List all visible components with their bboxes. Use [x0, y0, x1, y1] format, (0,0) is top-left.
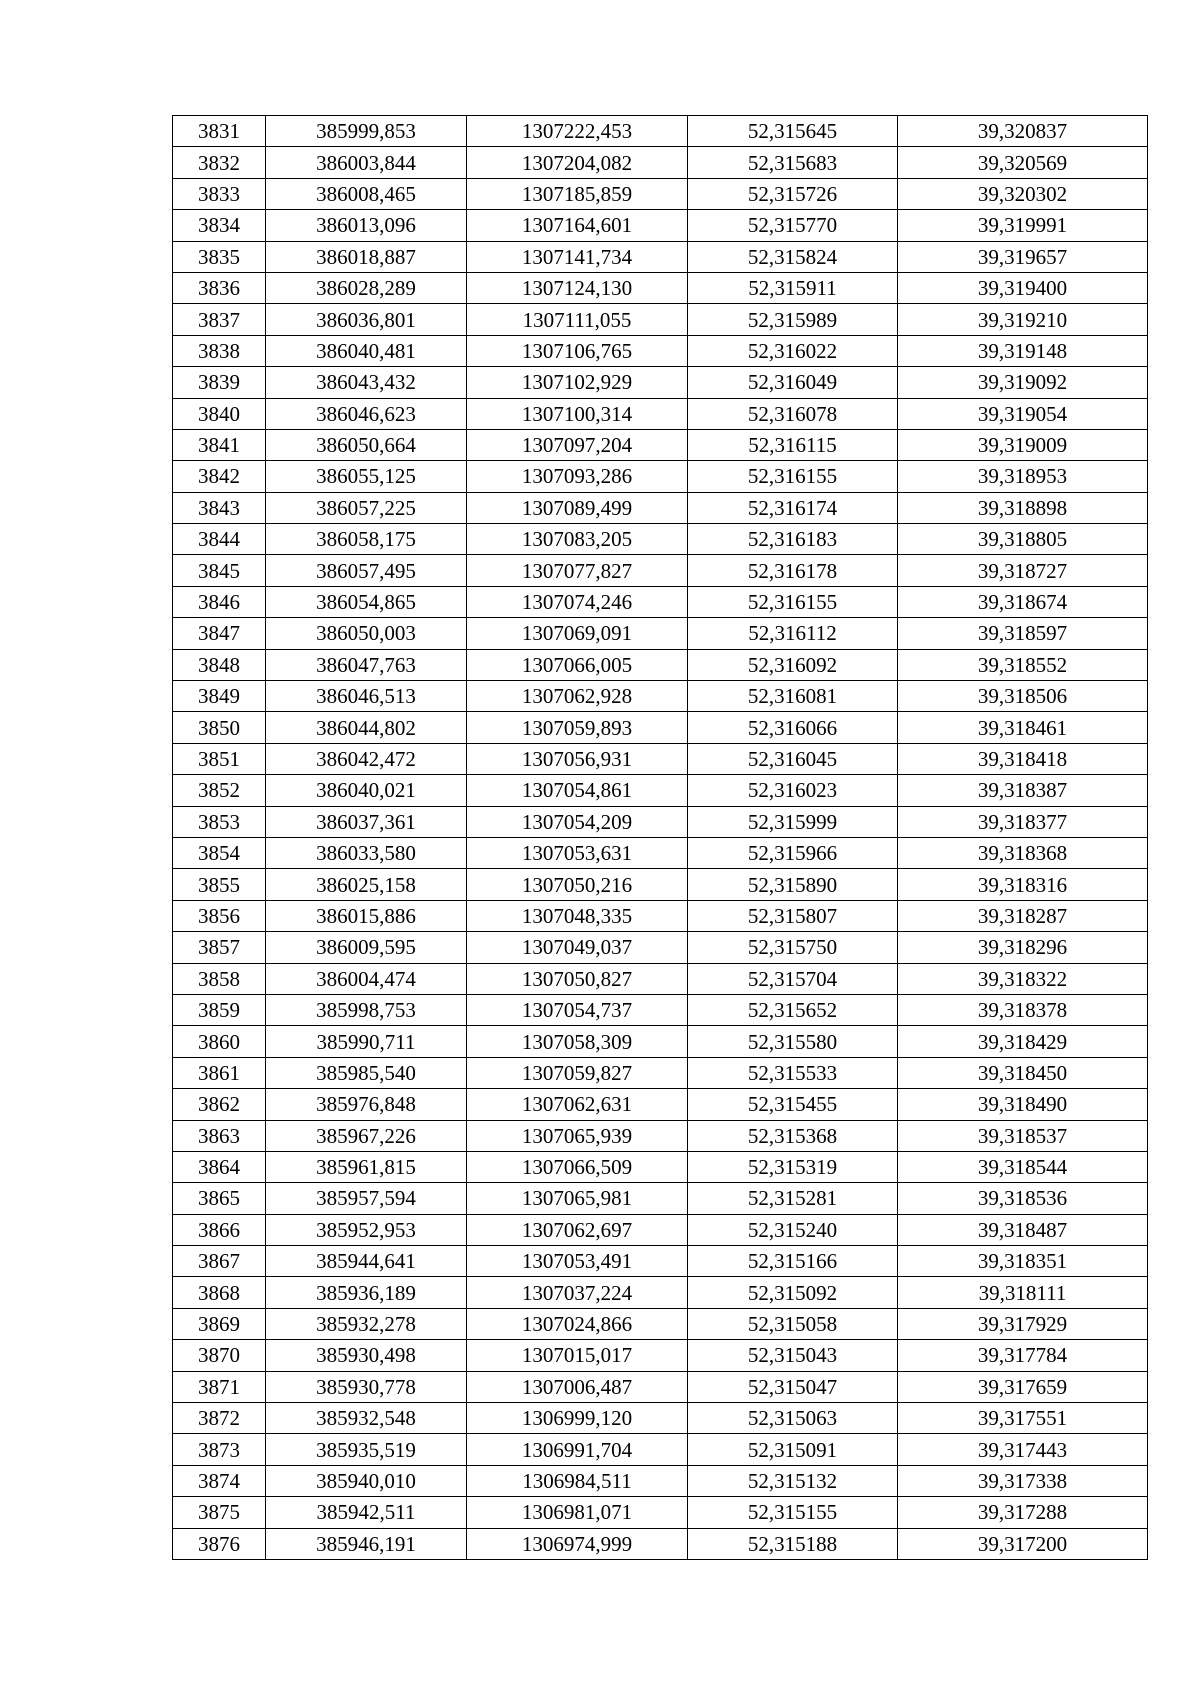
- latitude-cell: 52,315807: [688, 900, 898, 931]
- x-coordinate-cell: 386013,096: [266, 210, 467, 241]
- x-coordinate-cell: 386018,887: [266, 241, 467, 272]
- longitude-cell: 39,317551: [898, 1403, 1148, 1434]
- point-number-cell: 3853: [173, 806, 266, 837]
- latitude-cell: 52,315911: [688, 272, 898, 303]
- point-number-cell: 3851: [173, 743, 266, 774]
- x-coordinate-cell: 386036,801: [266, 304, 467, 335]
- y-coordinate-cell: 1307141,734: [467, 241, 688, 272]
- table-row: [173, 1434, 1148, 1465]
- x-coordinate-cell: 386015,886: [266, 900, 467, 931]
- longitude-cell: 39,317288: [898, 1497, 1148, 1528]
- y-coordinate-cell: 1307059,827: [467, 1057, 688, 1088]
- table-row: [173, 743, 1148, 774]
- latitude-cell: 52,315281: [688, 1183, 898, 1214]
- y-coordinate-cell: 1307056,931: [467, 743, 688, 774]
- table-row: [173, 1277, 1148, 1308]
- y-coordinate-cell: 1307049,037: [467, 932, 688, 963]
- latitude-cell: 52,315683: [688, 147, 898, 178]
- longitude-cell: 39,317338: [898, 1465, 1148, 1496]
- latitude-cell: 52,316178: [688, 555, 898, 586]
- latitude-cell: 52,315058: [688, 1308, 898, 1339]
- x-coordinate-cell: 386037,361: [266, 806, 467, 837]
- table-row: [173, 335, 1148, 366]
- y-coordinate-cell: 1307058,309: [467, 1026, 688, 1057]
- point-number-cell: 3862: [173, 1089, 266, 1120]
- table-row: [173, 869, 1148, 900]
- longitude-cell: 39,317929: [898, 1308, 1148, 1339]
- latitude-cell: 52,315890: [688, 869, 898, 900]
- table-row: [173, 1403, 1148, 1434]
- x-coordinate-cell: 385952,953: [266, 1214, 467, 1245]
- point-number-cell: 3871: [173, 1371, 266, 1402]
- latitude-cell: 52,316081: [688, 681, 898, 712]
- table-row: [173, 1308, 1148, 1339]
- latitude-cell: 52,315726: [688, 178, 898, 209]
- y-coordinate-cell: 1307065,939: [467, 1120, 688, 1151]
- point-number-cell: 3873: [173, 1434, 266, 1465]
- table-row: [173, 429, 1148, 460]
- x-coordinate-cell: 386058,175: [266, 524, 467, 555]
- longitude-cell: 39,318378: [898, 994, 1148, 1025]
- point-number-cell: 3831: [173, 116, 266, 147]
- point-number-cell: 3874: [173, 1465, 266, 1496]
- coordinates-table-body: [173, 116, 1148, 1560]
- point-number-cell: 3859: [173, 994, 266, 1025]
- point-number-cell: 3845: [173, 555, 266, 586]
- longitude-cell: 39,317200: [898, 1528, 1148, 1559]
- x-coordinate-cell: 386050,003: [266, 618, 467, 649]
- x-coordinate-cell: 385942,511: [266, 1497, 467, 1528]
- y-coordinate-cell: 1306984,511: [467, 1465, 688, 1496]
- x-coordinate-cell: 385985,540: [266, 1057, 467, 1088]
- longitude-cell: 39,319210: [898, 304, 1148, 335]
- y-coordinate-cell: 1307100,314: [467, 398, 688, 429]
- latitude-cell: 52,315824: [688, 241, 898, 272]
- longitude-cell: 39,318898: [898, 492, 1148, 523]
- latitude-cell: 52,315166: [688, 1246, 898, 1277]
- x-coordinate-cell: 385976,848: [266, 1089, 467, 1120]
- latitude-cell: 52,315533: [688, 1057, 898, 1088]
- longitude-cell: 39,319991: [898, 210, 1148, 241]
- latitude-cell: 52,316023: [688, 775, 898, 806]
- x-coordinate-cell: 386004,474: [266, 963, 467, 994]
- longitude-cell: 39,318727: [898, 555, 1148, 586]
- y-coordinate-cell: 1307053,631: [467, 837, 688, 868]
- table-row: [173, 837, 1148, 868]
- table-row: [173, 649, 1148, 680]
- longitude-cell: 39,318418: [898, 743, 1148, 774]
- x-coordinate-cell: 385946,191: [266, 1528, 467, 1559]
- longitude-cell: 39,319148: [898, 335, 1148, 366]
- x-coordinate-cell: 386008,465: [266, 178, 467, 209]
- y-coordinate-cell: 1306991,704: [467, 1434, 688, 1465]
- point-number-cell: 3872: [173, 1403, 266, 1434]
- point-number-cell: 3835: [173, 241, 266, 272]
- point-number-cell: 3860: [173, 1026, 266, 1057]
- longitude-cell: 39,319657: [898, 241, 1148, 272]
- table-row: [173, 900, 1148, 931]
- x-coordinate-cell: 385935,519: [266, 1434, 467, 1465]
- point-number-cell: 3869: [173, 1308, 266, 1339]
- x-coordinate-cell: 386055,125: [266, 461, 467, 492]
- point-number-cell: 3838: [173, 335, 266, 366]
- point-number-cell: 3854: [173, 837, 266, 868]
- table-row: [173, 1120, 1148, 1151]
- longitude-cell: 39,318450: [898, 1057, 1148, 1088]
- latitude-cell: 52,316155: [688, 586, 898, 617]
- y-coordinate-cell: 1307050,216: [467, 869, 688, 900]
- table-row: [173, 806, 1148, 837]
- y-coordinate-cell: 1307059,893: [467, 712, 688, 743]
- table-row: [173, 1183, 1148, 1214]
- y-coordinate-cell: 1306999,120: [467, 1403, 688, 1434]
- table-row: [173, 1214, 1148, 1245]
- point-number-cell: 3852: [173, 775, 266, 806]
- point-number-cell: 3843: [173, 492, 266, 523]
- table-row: [173, 586, 1148, 617]
- y-coordinate-cell: 1307066,005: [467, 649, 688, 680]
- y-coordinate-cell: 1307106,765: [467, 335, 688, 366]
- point-number-cell: 3876: [173, 1528, 266, 1559]
- longitude-cell: 39,318368: [898, 837, 1148, 868]
- longitude-cell: 39,318506: [898, 681, 1148, 712]
- latitude-cell: 52,316066: [688, 712, 898, 743]
- table-row: [173, 1465, 1148, 1496]
- latitude-cell: 52,315999: [688, 806, 898, 837]
- longitude-cell: 39,319054: [898, 398, 1148, 429]
- longitude-cell: 39,318287: [898, 900, 1148, 931]
- x-coordinate-cell: 385999,853: [266, 116, 467, 147]
- latitude-cell: 52,315770: [688, 210, 898, 241]
- y-coordinate-cell: 1307048,335: [467, 900, 688, 931]
- y-coordinate-cell: 1307024,866: [467, 1308, 688, 1339]
- longitude-cell: 39,318537: [898, 1120, 1148, 1151]
- y-coordinate-cell: 1307074,246: [467, 586, 688, 617]
- y-coordinate-cell: 1307054,209: [467, 806, 688, 837]
- longitude-cell: 39,318429: [898, 1026, 1148, 1057]
- y-coordinate-cell: 1307164,601: [467, 210, 688, 241]
- table-row: [173, 1151, 1148, 1182]
- latitude-cell: 52,315966: [688, 837, 898, 868]
- point-number-cell: 3870: [173, 1340, 266, 1371]
- longitude-cell: 39,319009: [898, 429, 1148, 460]
- x-coordinate-cell: 386046,623: [266, 398, 467, 429]
- latitude-cell: 52,315043: [688, 1340, 898, 1371]
- latitude-cell: 52,315368: [688, 1120, 898, 1151]
- table-row: [173, 367, 1148, 398]
- table-row: [173, 618, 1148, 649]
- table-row: [173, 147, 1148, 178]
- point-number-cell: 3848: [173, 649, 266, 680]
- longitude-cell: 39,318351: [898, 1246, 1148, 1277]
- x-coordinate-cell: 386028,289: [266, 272, 467, 303]
- y-coordinate-cell: 1307089,499: [467, 492, 688, 523]
- table-row: [173, 1340, 1148, 1371]
- y-coordinate-cell: 1307102,929: [467, 367, 688, 398]
- longitude-cell: 39,317659: [898, 1371, 1148, 1402]
- latitude-cell: 52,316115: [688, 429, 898, 460]
- y-coordinate-cell: 1307037,224: [467, 1277, 688, 1308]
- latitude-cell: 52,315188: [688, 1528, 898, 1559]
- latitude-cell: 52,316174: [688, 492, 898, 523]
- table-row: [173, 524, 1148, 555]
- table-row: [173, 210, 1148, 241]
- table-row: [173, 1026, 1148, 1057]
- y-coordinate-cell: 1307054,737: [467, 994, 688, 1025]
- table-row: [173, 1089, 1148, 1120]
- point-number-cell: 3863: [173, 1120, 266, 1151]
- longitude-cell: 39,318322: [898, 963, 1148, 994]
- y-coordinate-cell: 1307093,286: [467, 461, 688, 492]
- y-coordinate-cell: 1307222,453: [467, 116, 688, 147]
- table-row: [173, 932, 1148, 963]
- longitude-cell: 39,317443: [898, 1434, 1148, 1465]
- point-number-cell: 3861: [173, 1057, 266, 1088]
- y-coordinate-cell: 1307185,859: [467, 178, 688, 209]
- point-number-cell: 3867: [173, 1246, 266, 1277]
- latitude-cell: 52,315092: [688, 1277, 898, 1308]
- latitude-cell: 52,315091: [688, 1434, 898, 1465]
- y-coordinate-cell: 1307069,091: [467, 618, 688, 649]
- x-coordinate-cell: 385930,498: [266, 1340, 467, 1371]
- longitude-cell: 39,318490: [898, 1089, 1148, 1120]
- x-coordinate-cell: 386033,580: [266, 837, 467, 868]
- latitude-cell: 52,315989: [688, 304, 898, 335]
- table-row: [173, 712, 1148, 743]
- longitude-cell: 39,320302: [898, 178, 1148, 209]
- point-number-cell: 3850: [173, 712, 266, 743]
- latitude-cell: 52,315047: [688, 1371, 898, 1402]
- latitude-cell: 52,316078: [688, 398, 898, 429]
- x-coordinate-cell: 385932,548: [266, 1403, 467, 1434]
- latitude-cell: 52,316183: [688, 524, 898, 555]
- y-coordinate-cell: 1307062,928: [467, 681, 688, 712]
- point-number-cell: 3837: [173, 304, 266, 335]
- y-coordinate-cell: 1306981,071: [467, 1497, 688, 1528]
- table-row: [173, 398, 1148, 429]
- longitude-cell: 39,317784: [898, 1340, 1148, 1371]
- latitude-cell: 52,316049: [688, 367, 898, 398]
- longitude-cell: 39,318296: [898, 932, 1148, 963]
- longitude-cell: 39,318597: [898, 618, 1148, 649]
- table-row: [173, 1246, 1148, 1277]
- point-number-cell: 3833: [173, 178, 266, 209]
- y-coordinate-cell: 1307097,204: [467, 429, 688, 460]
- latitude-cell: 52,315319: [688, 1151, 898, 1182]
- longitude-cell: 39,318536: [898, 1183, 1148, 1214]
- x-coordinate-cell: 386003,844: [266, 147, 467, 178]
- x-coordinate-cell: 385957,594: [266, 1183, 467, 1214]
- x-coordinate-cell: 386043,432: [266, 367, 467, 398]
- x-coordinate-cell: 386044,802: [266, 712, 467, 743]
- table-row: [173, 1497, 1148, 1528]
- x-coordinate-cell: 385932,278: [266, 1308, 467, 1339]
- point-number-cell: 3858: [173, 963, 266, 994]
- longitude-cell: 39,319092: [898, 367, 1148, 398]
- x-coordinate-cell: 386009,595: [266, 932, 467, 963]
- table-row: [173, 1057, 1148, 1088]
- y-coordinate-cell: 1307111,055: [467, 304, 688, 335]
- point-number-cell: 3844: [173, 524, 266, 555]
- y-coordinate-cell: 1307083,205: [467, 524, 688, 555]
- latitude-cell: 52,316022: [688, 335, 898, 366]
- x-coordinate-cell: 385936,189: [266, 1277, 467, 1308]
- table-row: [173, 241, 1148, 272]
- table-row: [173, 178, 1148, 209]
- x-coordinate-cell: 385967,226: [266, 1120, 467, 1151]
- point-number-cell: 3836: [173, 272, 266, 303]
- x-coordinate-cell: 386047,763: [266, 649, 467, 680]
- longitude-cell: 39,318487: [898, 1214, 1148, 1245]
- point-number-cell: 3875: [173, 1497, 266, 1528]
- x-coordinate-cell: 386050,664: [266, 429, 467, 460]
- point-number-cell: 3864: [173, 1151, 266, 1182]
- y-coordinate-cell: 1307062,631: [467, 1089, 688, 1120]
- latitude-cell: 52,315652: [688, 994, 898, 1025]
- table-row: [173, 1528, 1148, 1559]
- point-number-cell: 3868: [173, 1277, 266, 1308]
- latitude-cell: 52,315455: [688, 1089, 898, 1120]
- x-coordinate-cell: 385990,711: [266, 1026, 467, 1057]
- longitude-cell: 39,318674: [898, 586, 1148, 617]
- latitude-cell: 52,315750: [688, 932, 898, 963]
- point-number-cell: 3847: [173, 618, 266, 649]
- point-number-cell: 3841: [173, 429, 266, 460]
- longitude-cell: 39,318461: [898, 712, 1148, 743]
- point-number-cell: 3865: [173, 1183, 266, 1214]
- longitude-cell: 39,318544: [898, 1151, 1148, 1182]
- x-coordinate-cell: 385961,815: [266, 1151, 467, 1182]
- x-coordinate-cell: 385944,641: [266, 1246, 467, 1277]
- latitude-cell: 52,315240: [688, 1214, 898, 1245]
- table-row: [173, 492, 1148, 523]
- y-coordinate-cell: 1307204,082: [467, 147, 688, 178]
- point-number-cell: 3834: [173, 210, 266, 241]
- table-row: [173, 681, 1148, 712]
- table-row: [173, 461, 1148, 492]
- table-row: [173, 775, 1148, 806]
- point-number-cell: 3842: [173, 461, 266, 492]
- x-coordinate-cell: 386054,865: [266, 586, 467, 617]
- point-number-cell: 3855: [173, 869, 266, 900]
- longitude-cell: 39,318387: [898, 775, 1148, 806]
- table-row: [173, 1371, 1148, 1402]
- y-coordinate-cell: 1307065,981: [467, 1183, 688, 1214]
- table-row: [173, 116, 1148, 147]
- y-coordinate-cell: 1307062,697: [467, 1214, 688, 1245]
- point-number-cell: 3856: [173, 900, 266, 931]
- longitude-cell: 39,318377: [898, 806, 1148, 837]
- longitude-cell: 39,318552: [898, 649, 1148, 680]
- x-coordinate-cell: 385940,010: [266, 1465, 467, 1496]
- y-coordinate-cell: 1307124,130: [467, 272, 688, 303]
- point-number-cell: 3832: [173, 147, 266, 178]
- latitude-cell: 52,316112: [688, 618, 898, 649]
- longitude-cell: 39,318316: [898, 869, 1148, 900]
- table-row: [173, 994, 1148, 1025]
- longitude-cell: 39,318953: [898, 461, 1148, 492]
- longitude-cell: 39,318805: [898, 524, 1148, 555]
- x-coordinate-cell: 386025,158: [266, 869, 467, 900]
- table-row: [173, 304, 1148, 335]
- table-row: [173, 555, 1148, 586]
- point-number-cell: 3846: [173, 586, 266, 617]
- latitude-cell: 52,315704: [688, 963, 898, 994]
- y-coordinate-cell: 1307050,827: [467, 963, 688, 994]
- latitude-cell: 52,315063: [688, 1403, 898, 1434]
- point-number-cell: 3866: [173, 1214, 266, 1245]
- latitude-cell: 52,315132: [688, 1465, 898, 1496]
- x-coordinate-cell: 386040,481: [266, 335, 467, 366]
- y-coordinate-cell: 1307015,017: [467, 1340, 688, 1371]
- table-row: [173, 272, 1148, 303]
- longitude-cell: 39,320569: [898, 147, 1148, 178]
- y-coordinate-cell: 1307077,827: [467, 555, 688, 586]
- coordinates-table: [172, 115, 1148, 1560]
- point-number-cell: 3857: [173, 932, 266, 963]
- y-coordinate-cell: 1306974,999: [467, 1528, 688, 1559]
- y-coordinate-cell: 1307006,487: [467, 1371, 688, 1402]
- table-row: [173, 963, 1148, 994]
- longitude-cell: 39,319400: [898, 272, 1148, 303]
- latitude-cell: 52,316092: [688, 649, 898, 680]
- x-coordinate-cell: 386057,495: [266, 555, 467, 586]
- x-coordinate-cell: 386042,472: [266, 743, 467, 774]
- latitude-cell: 52,315580: [688, 1026, 898, 1057]
- x-coordinate-cell: 386046,513: [266, 681, 467, 712]
- point-number-cell: 3840: [173, 398, 266, 429]
- x-coordinate-cell: 385930,778: [266, 1371, 467, 1402]
- longitude-cell: 39,320837: [898, 116, 1148, 147]
- point-number-cell: 3849: [173, 681, 266, 712]
- latitude-cell: 52,316155: [688, 461, 898, 492]
- y-coordinate-cell: 1307054,861: [467, 775, 688, 806]
- latitude-cell: 52,315645: [688, 116, 898, 147]
- latitude-cell: 52,315155: [688, 1497, 898, 1528]
- x-coordinate-cell: 385998,753: [266, 994, 467, 1025]
- x-coordinate-cell: 386057,225: [266, 492, 467, 523]
- x-coordinate-cell: 386040,021: [266, 775, 467, 806]
- longitude-cell: 39,318111: [898, 1277, 1148, 1308]
- y-coordinate-cell: 1307066,509: [467, 1151, 688, 1182]
- latitude-cell: 52,316045: [688, 743, 898, 774]
- point-number-cell: 3839: [173, 367, 266, 398]
- y-coordinate-cell: 1307053,491: [467, 1246, 688, 1277]
